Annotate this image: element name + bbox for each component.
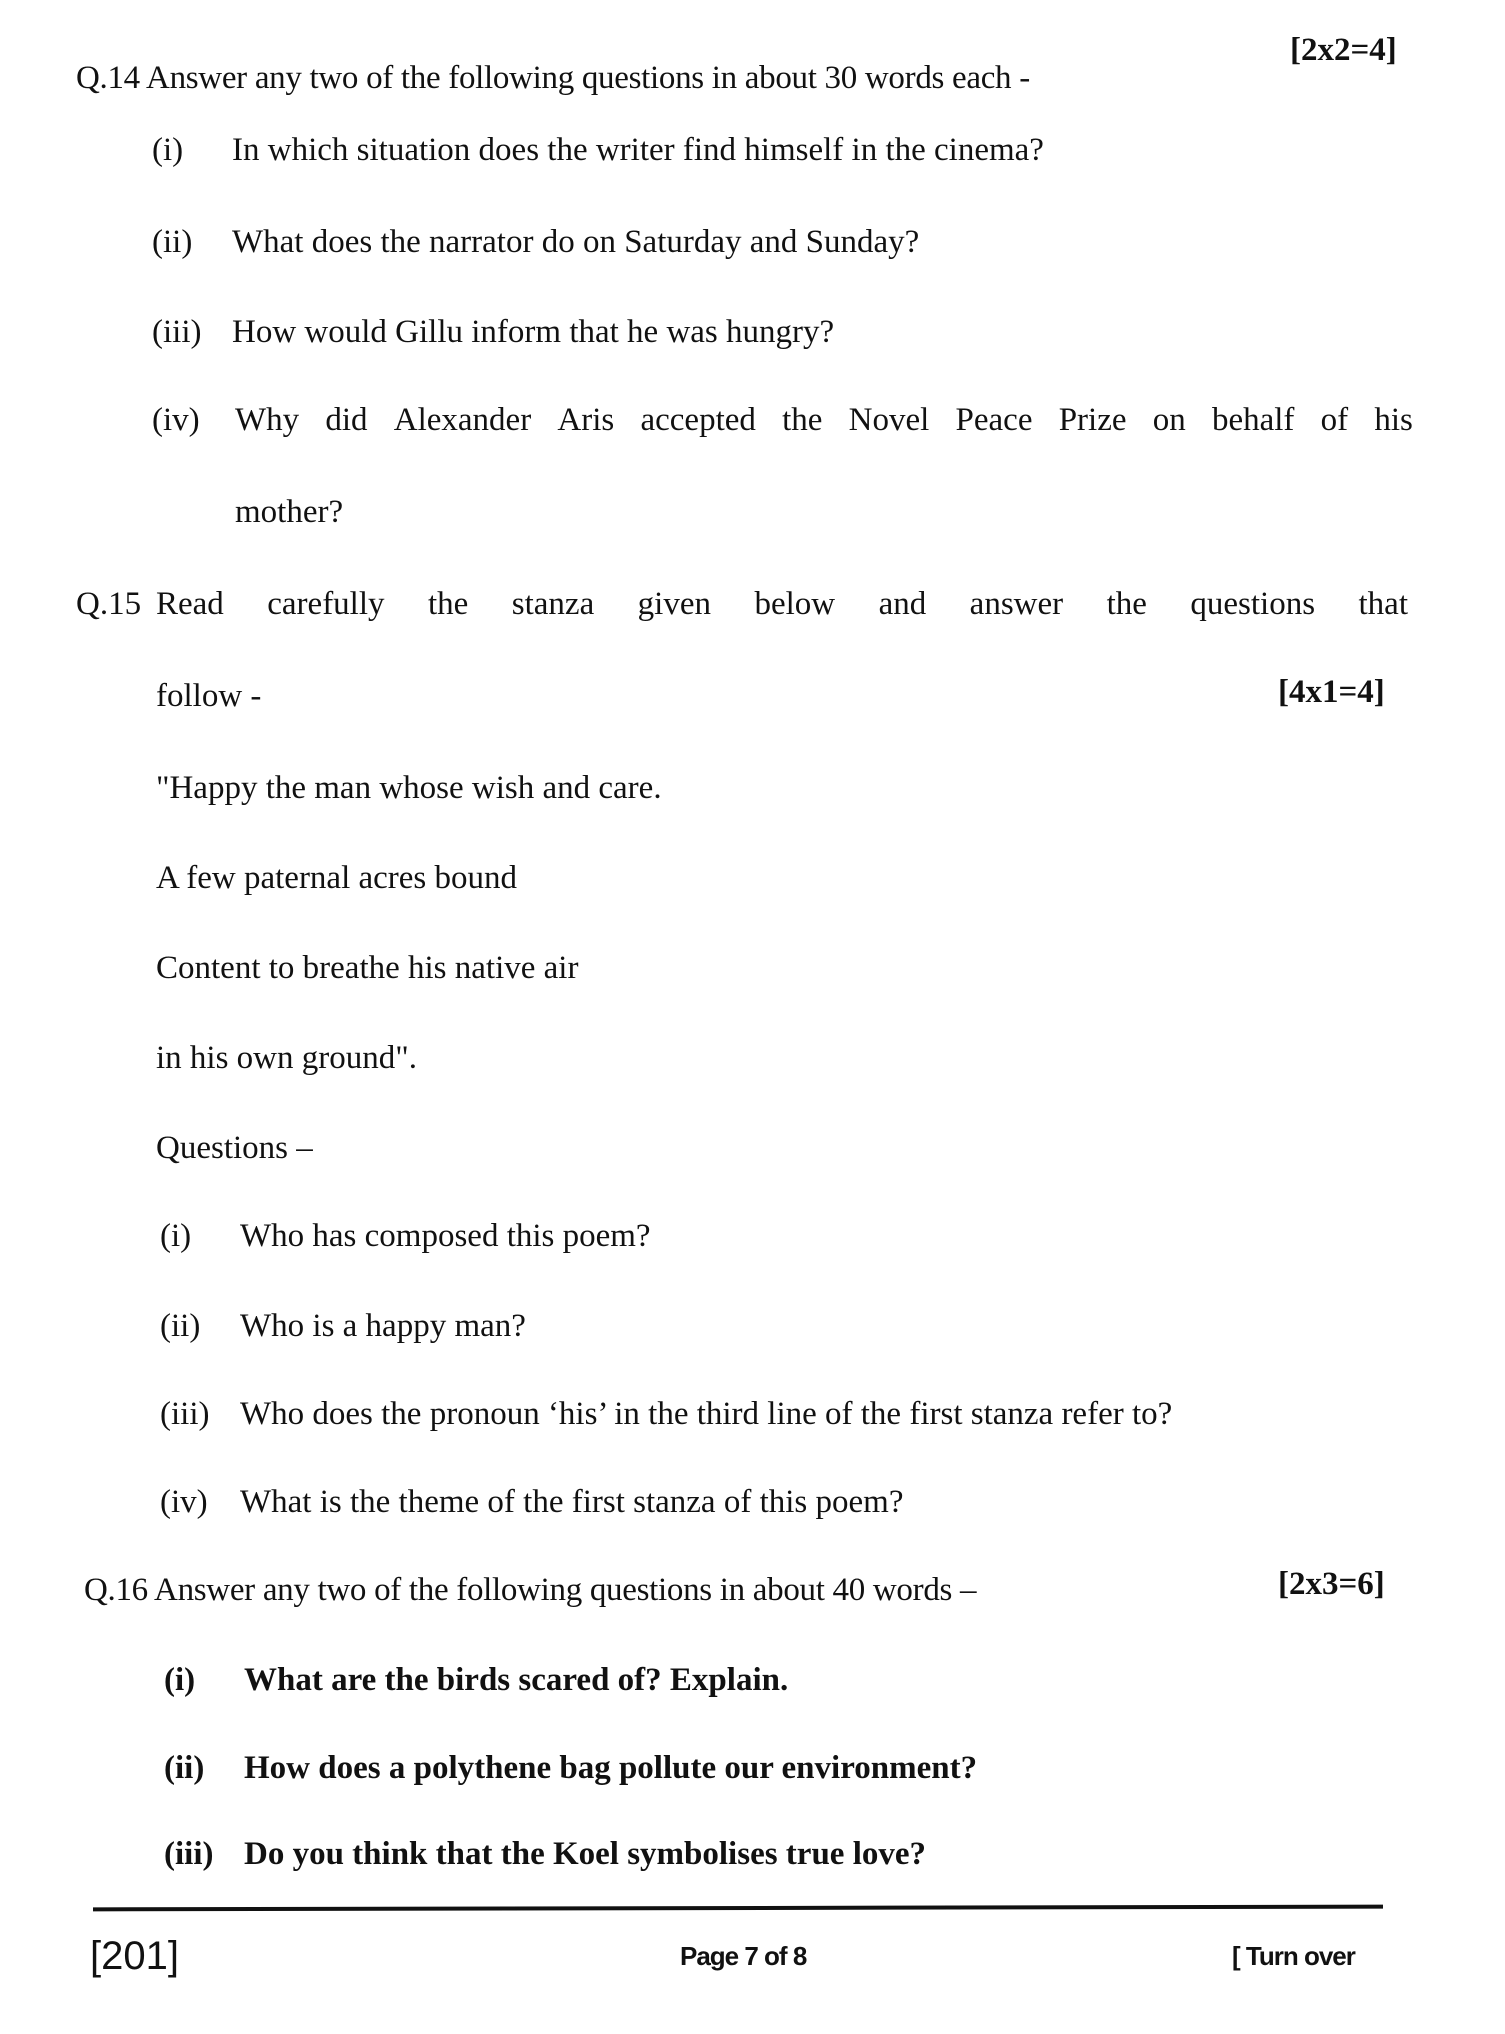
q16-prompt: Answer any two of the following questions in about 40 words – — [154, 1572, 977, 1608]
word: Read — [156, 586, 224, 622]
page-number: Page 7 of 8 — [680, 1941, 807, 1971]
q15-item-iv — [160, 1482, 903, 1522]
word: Why — [235, 402, 300, 438]
word: given — [637, 586, 711, 622]
word: answer — [969, 586, 1064, 622]
q15-item-iii — [160, 1394, 1172, 1434]
word: carefully — [267, 586, 385, 622]
item-text: Who is a happy man? — [240, 1308, 526, 1344]
item-number: (iii) — [152, 314, 202, 350]
q15-label: Q.15 — [76, 586, 142, 622]
word: of — [1320, 402, 1349, 438]
word: behalf — [1211, 402, 1295, 438]
item-text: How does a polythene bag pollute our environment? — [244, 1750, 978, 1786]
item-number: (i) — [152, 132, 184, 168]
q16-item-i — [164, 1660, 788, 1700]
word: that — [1358, 586, 1408, 622]
q14-item-i — [152, 130, 1044, 170]
q14-item-iv-line2: mother? — [235, 494, 344, 530]
q14-heading — [76, 58, 1030, 98]
q16-marks: [2x3=6] — [1278, 1566, 1385, 1602]
q14-marks: [2x2=4] — [1290, 32, 1397, 68]
word: stanza — [511, 586, 595, 622]
word: Novel — [848, 402, 930, 438]
item-number: (ii) — [160, 1308, 201, 1344]
item-number: (i) — [164, 1662, 196, 1698]
q15-item-ii — [160, 1306, 526, 1346]
item-text: How would Gillu inform that he was hungry? — [232, 314, 835, 350]
q14-prompt: Answer any two of the following questions in about 30 words each - — [146, 60, 1030, 96]
item-number: (iii) — [164, 1836, 214, 1872]
word: questions — [1190, 586, 1316, 622]
item-number: (iv) — [160, 1484, 208, 1520]
q14-item-iv-line1 — [235, 400, 1413, 440]
q15-item-i — [160, 1216, 651, 1256]
item-text: What are the birds scared of? Explain. — [244, 1662, 789, 1698]
item-text: Do you think that the Koel symbolises true love? — [244, 1836, 927, 1872]
word: did — [325, 402, 368, 438]
item-text: What does the narrator do on Saturday and Sunday? — [232, 224, 920, 260]
q14-item-iii — [152, 312, 834, 352]
q14-item-ii — [152, 222, 919, 262]
turn-over-note: [ Turn over — [1232, 1941, 1355, 1971]
footer-divider — [93, 1905, 1383, 1912]
word: Aris — [557, 402, 615, 438]
q15-prompt-line1 — [156, 584, 1408, 624]
word: accepted — [640, 402, 756, 438]
paper-code: [201] — [90, 1934, 179, 1978]
word: Alexander — [393, 402, 532, 438]
item-number: (iv) — [152, 402, 200, 438]
item-text: Who has composed this poem? — [240, 1218, 651, 1254]
item-number: (ii) — [164, 1750, 205, 1786]
q15-prompt-line2: follow - — [156, 678, 262, 714]
word: the — [1106, 586, 1147, 622]
item-text: What is the theme of the first stanza of this poem? — [240, 1484, 904, 1520]
item-text: In which situation does the writer find himself in the cinema? — [232, 132, 1044, 168]
word: the — [427, 586, 469, 622]
word: below — [754, 586, 836, 622]
word: on — [1152, 402, 1186, 438]
q16-label: Q.16 — [84, 1572, 148, 1608]
item-number: (i) — [160, 1218, 192, 1254]
stanza-line-4: in his own ground". — [156, 1040, 417, 1076]
q16-heading — [84, 1570, 976, 1610]
item-number: (ii) — [152, 224, 193, 260]
item-number: (iii) — [160, 1396, 210, 1432]
word: the — [782, 402, 823, 438]
q15-marks: [4x1=4] — [1278, 674, 1385, 710]
stanza-line-2: A few paternal acres bound — [156, 860, 518, 896]
word: Peace — [955, 402, 1033, 438]
stanza-line-3: Content to breathe his native air — [156, 950, 579, 986]
q16-item-ii — [164, 1748, 977, 1788]
stanza-line-1: "Happy the man whose wish and care. — [156, 770, 662, 806]
q16-item-iii — [164, 1834, 926, 1874]
q15-questions-heading: Questions – — [156, 1130, 313, 1166]
word: Prize — [1058, 402, 1127, 438]
item-text: Who does the pronoun ‘his’ in the third line of the first stanza refer to? — [240, 1396, 1173, 1432]
q14-item-iv-num — [152, 400, 232, 440]
word: and — [878, 586, 927, 622]
word: his — [1374, 402, 1413, 438]
q14-label: Q.14 — [76, 60, 140, 96]
